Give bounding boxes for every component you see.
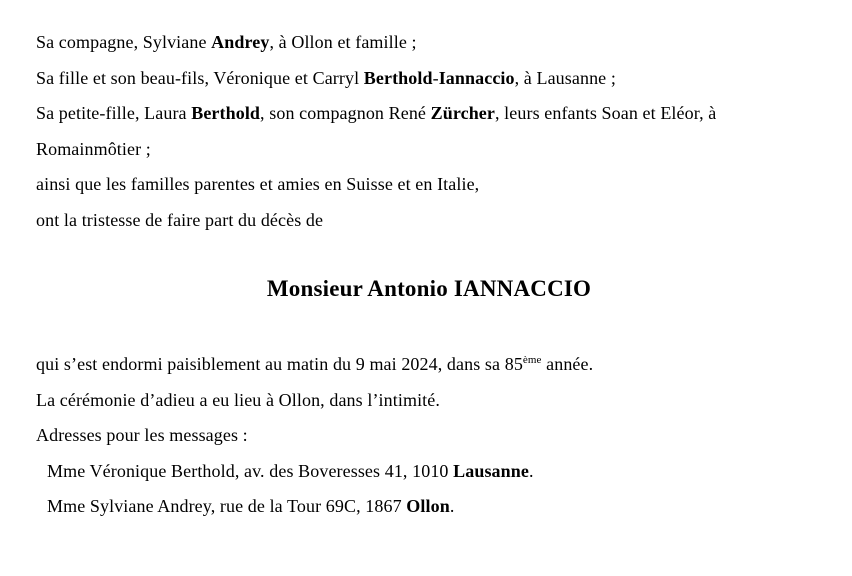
text-segment: , son compagnon René bbox=[260, 103, 431, 123]
text-segment: ème bbox=[522, 354, 542, 366]
emphasized-name: Berthold bbox=[363, 67, 433, 88]
text-segment: Adresses pour les messages : bbox=[36, 425, 248, 445]
notice-line bbox=[36, 418, 822, 454]
notice-line bbox=[36, 96, 822, 132]
emphasized-name: Andrey bbox=[211, 32, 270, 52]
notice-line bbox=[36, 25, 822, 61]
emphasized-name: Iannaccio bbox=[438, 67, 515, 88]
notice-line bbox=[36, 167, 822, 203]
text-segment: qui s’est endormi paisiblement au matin du 9 mai 2024, dans sa 85 bbox=[36, 354, 523, 374]
text-segment: . bbox=[528, 460, 534, 481]
emphasized-name: Lausanne bbox=[453, 460, 529, 481]
notice-line bbox=[36, 454, 822, 490]
emphasized-name: Berthold bbox=[191, 103, 261, 123]
text-segment: Sa fille et son beau-fils, Véronique et Carryl bbox=[36, 67, 364, 88]
text-segment: La cérémonie d’adieu a eu lieu à Ollon, dans l’intimité. bbox=[36, 389, 440, 410]
emphasized-name: Zürcher bbox=[430, 103, 495, 123]
notice-line bbox=[36, 347, 822, 383]
text-segment: , leurs enfants Soan et Eléor, à bbox=[494, 103, 717, 123]
text-segment: Mme Véronique Berthold, av. des Boveresses 41, 1010 bbox=[47, 460, 454, 481]
deceased-name-title: Monsieur Antonio IANNACCIO bbox=[266, 276, 592, 301]
text-segment: année. bbox=[541, 354, 594, 374]
text-segment: Sa compagne, Sylviane bbox=[36, 32, 212, 52]
notice-detail-block bbox=[36, 347, 822, 525]
text-segment: ont la tristesse de faire part du décès de bbox=[36, 209, 324, 230]
text-segment: ainsi que les familles parentes et amies en Suisse et en Italie, bbox=[36, 174, 480, 194]
notice-line bbox=[36, 132, 822, 168]
text-segment: Mme Sylviane Andrey, rue de la Tour 69C, 1867 bbox=[47, 496, 407, 516]
text-segment: Sa petite-fille, Laura bbox=[36, 103, 192, 123]
notice-line bbox=[36, 61, 822, 97]
text-segment: Romainmôtier ; bbox=[36, 138, 151, 159]
notice-line bbox=[36, 203, 822, 239]
notice-intro-block bbox=[36, 25, 822, 238]
notice-line bbox=[36, 489, 822, 525]
text-segment: , à Ollon et famille ; bbox=[269, 32, 417, 52]
text-segment: . bbox=[449, 496, 455, 516]
emphasized-name: Ollon bbox=[406, 496, 450, 516]
text-segment: , à Lausanne ; bbox=[514, 67, 616, 88]
notice-line bbox=[36, 383, 822, 419]
text-segment: - bbox=[432, 67, 439, 88]
